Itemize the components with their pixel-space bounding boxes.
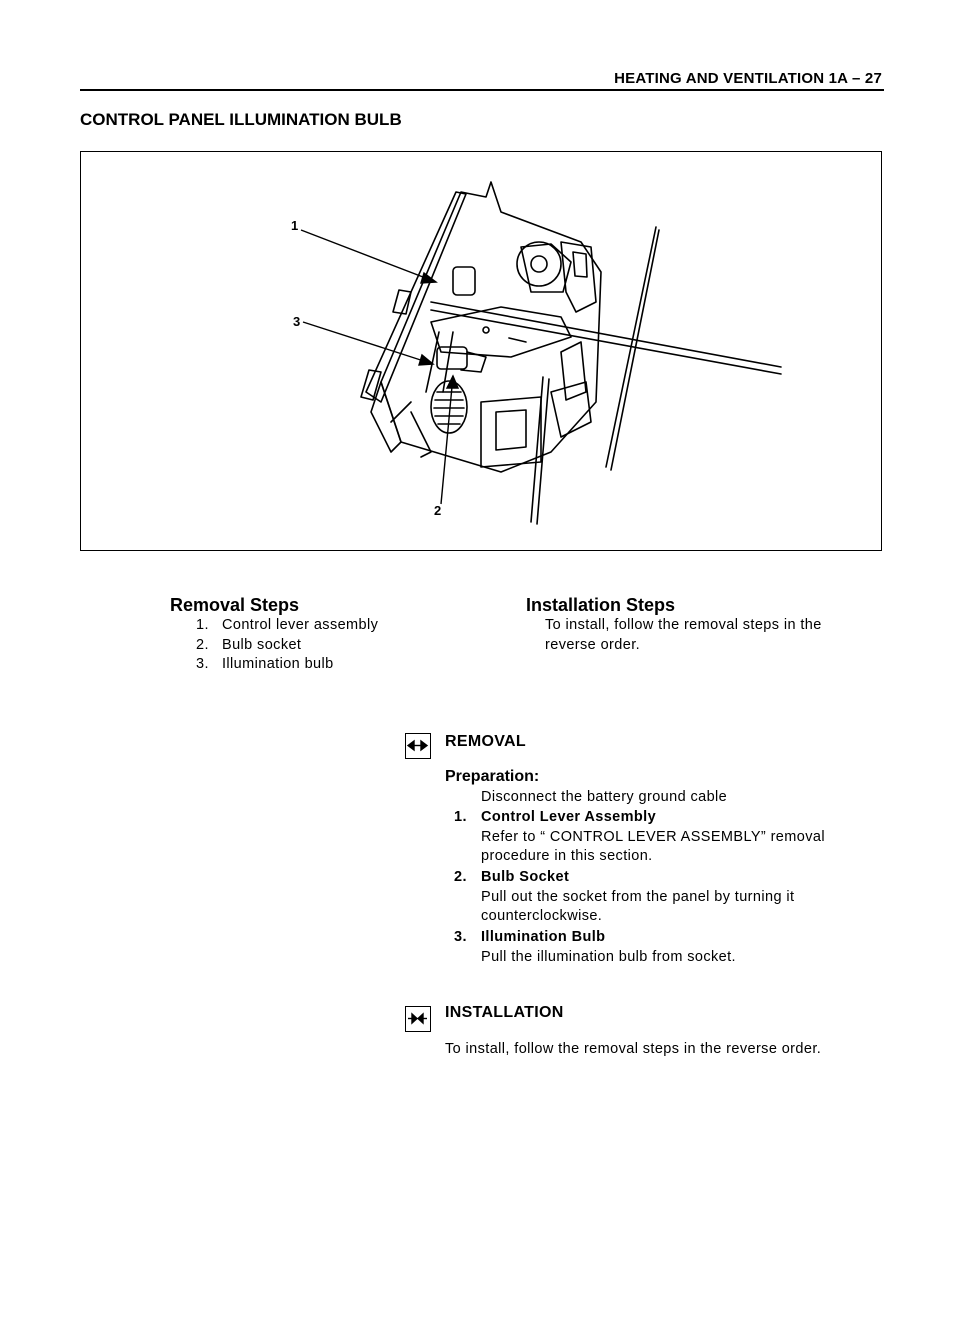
header-rule <box>80 89 884 91</box>
installation-heading: INSTALLATION <box>445 1004 564 1021</box>
preparation-text: Disconnect the battery ground cable <box>481 789 728 805</box>
callout-1: 1 <box>291 218 299 233</box>
removal-arrows-icon <box>405 733 431 759</box>
installation-steps-heading: Installation Steps <box>526 595 676 615</box>
installation-text: To install, follow the removal steps in the reverse order. <box>445 1041 822 1057</box>
installation-arrows-icon <box>405 1006 431 1032</box>
list-item: 3. Illumination bulb <box>196 656 334 672</box>
removal-item-3: 3. Illumination Bulb Pull the illumination bulb from socket. <box>454 929 736 965</box>
preparation-heading: Preparation: <box>445 768 540 785</box>
removal-item-2: 2. Bulb Socket Pull out the socket from the panel by turning it counterclockwise. <box>454 869 795 924</box>
page-title: CONTROL PANEL ILLUMINATION BULB <box>80 110 402 129</box>
removal-item-1: 1. Control Lever Assembly Refer to “ CONTROL LEVER ASSEMBLY” removal procedure in this section. <box>454 809 825 864</box>
installation-steps-text: To install, follow the removal steps in the reverse order. <box>545 617 822 653</box>
list-item: 1. Control lever assembly <box>196 617 379 633</box>
removal-steps-heading: Removal Steps <box>170 595 300 615</box>
figure-control-panel <box>80 151 882 551</box>
removal-heading: REMOVAL <box>445 733 526 750</box>
callout-2: 2 <box>434 503 442 518</box>
callout-3: 3 <box>293 314 301 329</box>
running-header: HEATING AND VENTILATION 1A – 27 <box>614 70 882 87</box>
control-panel-illustration <box>81 152 883 552</box>
removal-steps-list <box>196 616 378 675</box>
list-item: 2. Bulb socket <box>196 636 302 653</box>
